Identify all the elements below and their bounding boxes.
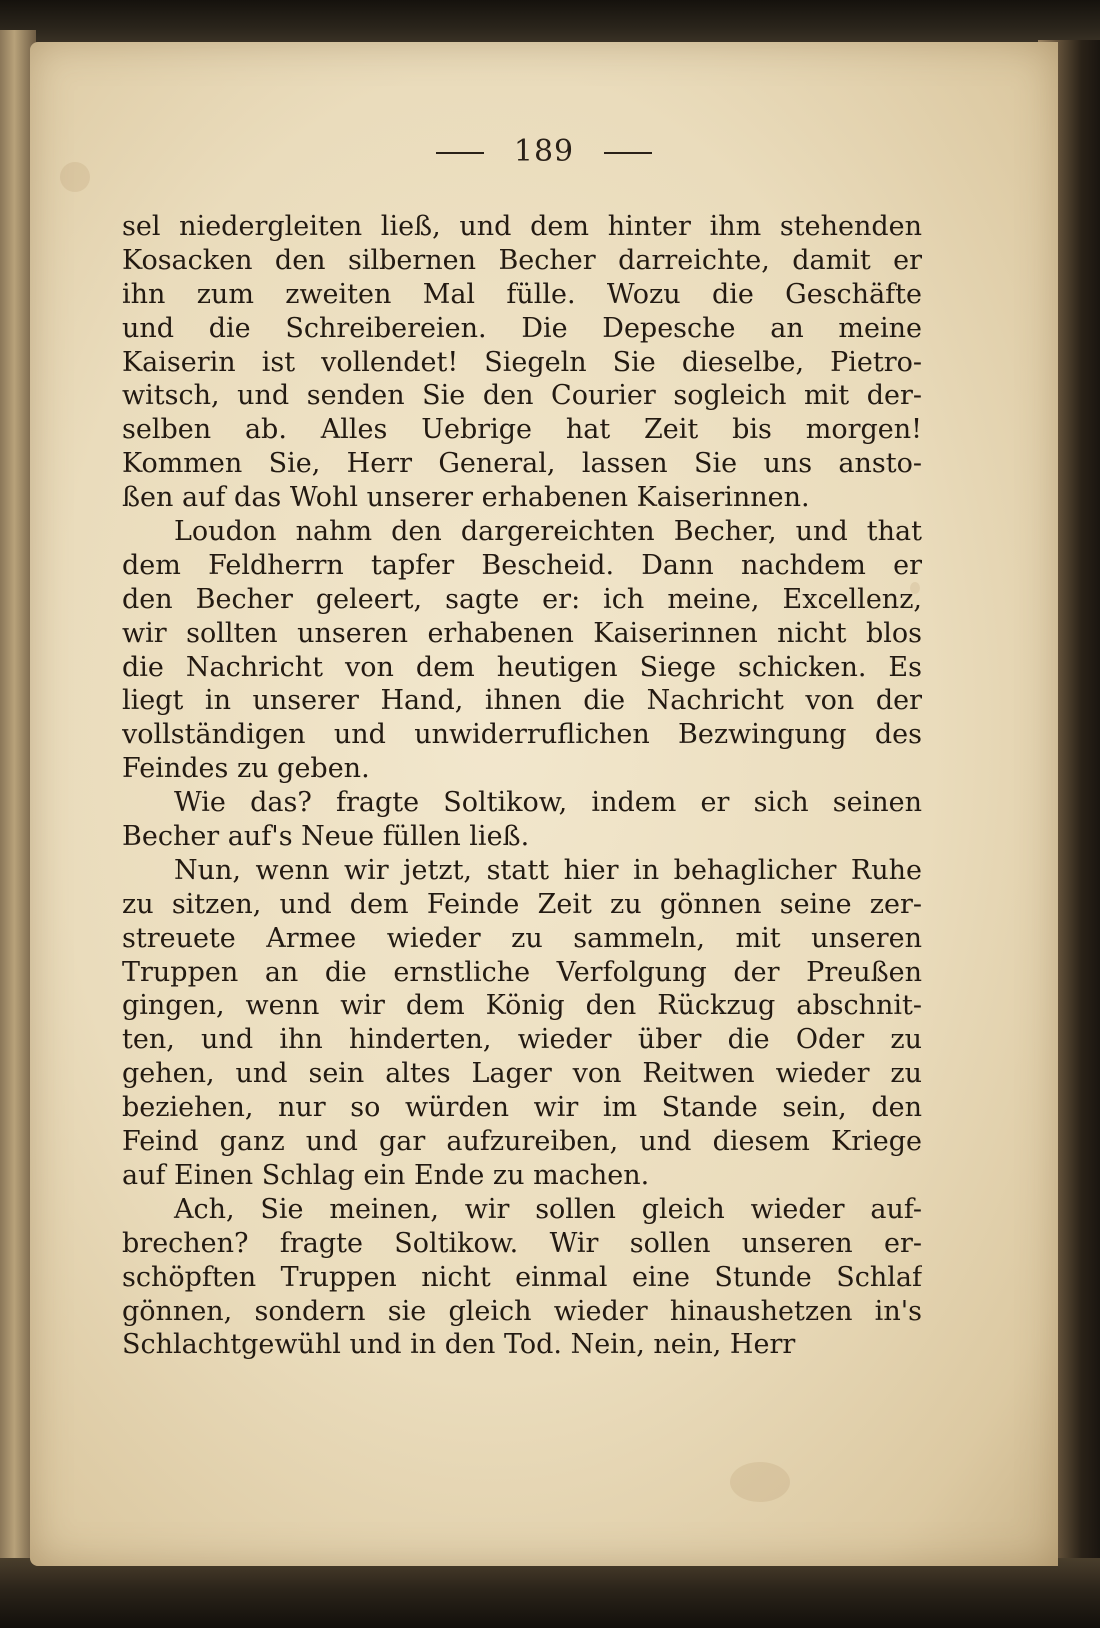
text-line: gönnen, sondern sie gleich wieder hinaushetzen in's (122, 1295, 922, 1327)
text-line: Feind ganz und gar aufzureiben, und diesem Kriege (122, 1126, 922, 1158)
text-line: wir sollten unseren erhabenen Kaiserinnen nicht blos (122, 617, 922, 649)
text-line: gehen, und sein altes Lager von Reitwen wieder zu (122, 1058, 922, 1090)
text-line: Ach, Sie meinen, wir sollen gleich wieder auf- (174, 1193, 922, 1225)
paragraph (122, 515, 922, 786)
paragraph (122, 1193, 922, 1362)
text-line: Wie das? fragte Soltikow, indem er sich seinen (174, 787, 922, 819)
text-line: und die Schreibereien. Die Depesche an meine (122, 312, 922, 344)
book-top-edge (0, 0, 1100, 46)
text-line: schöpften Truppen nicht einmal eine Stunde Schlaf (122, 1261, 922, 1293)
text-line: beziehen, nur so würden wir im Stande sein, den (122, 1092, 922, 1124)
text-line: ihn zum zweiten Mal fülle. Wozu die Geschäfte (122, 278, 922, 310)
text-line: Schlachtgewühl und in den Tod. Nein, nein, Herr (122, 1329, 796, 1361)
text-line: streuete Armee wieder zu sammeln, mit unseren (122, 922, 922, 954)
text-line: Feindes zu geben. (122, 753, 370, 785)
text-line: Loudon nahm den dargereichten Becher, und that (174, 516, 922, 548)
text-line: die Nachricht von dem heutigen Siege schicken. Es (122, 651, 922, 683)
paragraph (122, 210, 922, 515)
book-bottom-edge (0, 1558, 1100, 1628)
page-number: 189 (513, 134, 575, 169)
text-line: brechen? fragte Soltikow. Wir sollen unseren er- (122, 1227, 922, 1259)
text-line: Kosacken den silbernen Becher darreichte, damit er (122, 244, 922, 276)
paragraph (122, 854, 922, 1193)
text-line: liegt in unserer Hand, ihnen die Nachricht von der (122, 685, 922, 717)
text-line: vollständigen und unwiderruflichen Bezwingung des (122, 719, 922, 751)
text-line: Kaiserin ist vollendet! Siegeln Sie dieselbe, Pietro- (122, 346, 922, 378)
text-line: Becher auf's Neue füllen ließ. (122, 821, 530, 853)
text-line: gingen, wenn wir dem König den Rückzug abschnit- (122, 990, 922, 1022)
text-line: ßen auf das Wohl unserer erhabenen Kaiserinnen. (122, 482, 810, 514)
text-line: den Becher geleert, sagte er: ich meine, Excellenz, (122, 583, 922, 615)
page-header (30, 134, 1058, 169)
text-line: ten, und ihn hinderten, wieder über die Oder zu (122, 1024, 922, 1056)
text-line: witsch, und senden Sie den Courier sogleich mit der- (122, 380, 922, 412)
text-line: Nun, wenn wir jetzt, statt hier in behaglicher Ruhe (174, 854, 922, 886)
text-line: auf Einen Schlag ein Ende zu machen. (122, 1159, 650, 1191)
paragraph (122, 786, 922, 854)
text-line: dem Feldherrn tapfer Bescheid. Dann nachdem er (122, 549, 922, 581)
header-dash-left (436, 152, 484, 154)
text-line: sel niedergleiten ließ, und dem hinter ihm stehenden (122, 211, 922, 242)
page-sheet (30, 42, 1058, 1566)
body-text (122, 210, 922, 1362)
text-line: Truppen an die ernstliche Verfolgung der Preußen (122, 956, 922, 988)
paper-stain (730, 1462, 790, 1502)
text-line: selben ab. Alles Uebrige hat Zeit bis morgen! (122, 414, 922, 446)
text-line: zu sitzen, und dem Feinde Zeit zu gönnen seine zer- (122, 888, 922, 920)
text-line: Kommen Sie, Herr General, lassen Sie uns ansto- (122, 448, 922, 480)
header-dash-right (604, 152, 652, 154)
